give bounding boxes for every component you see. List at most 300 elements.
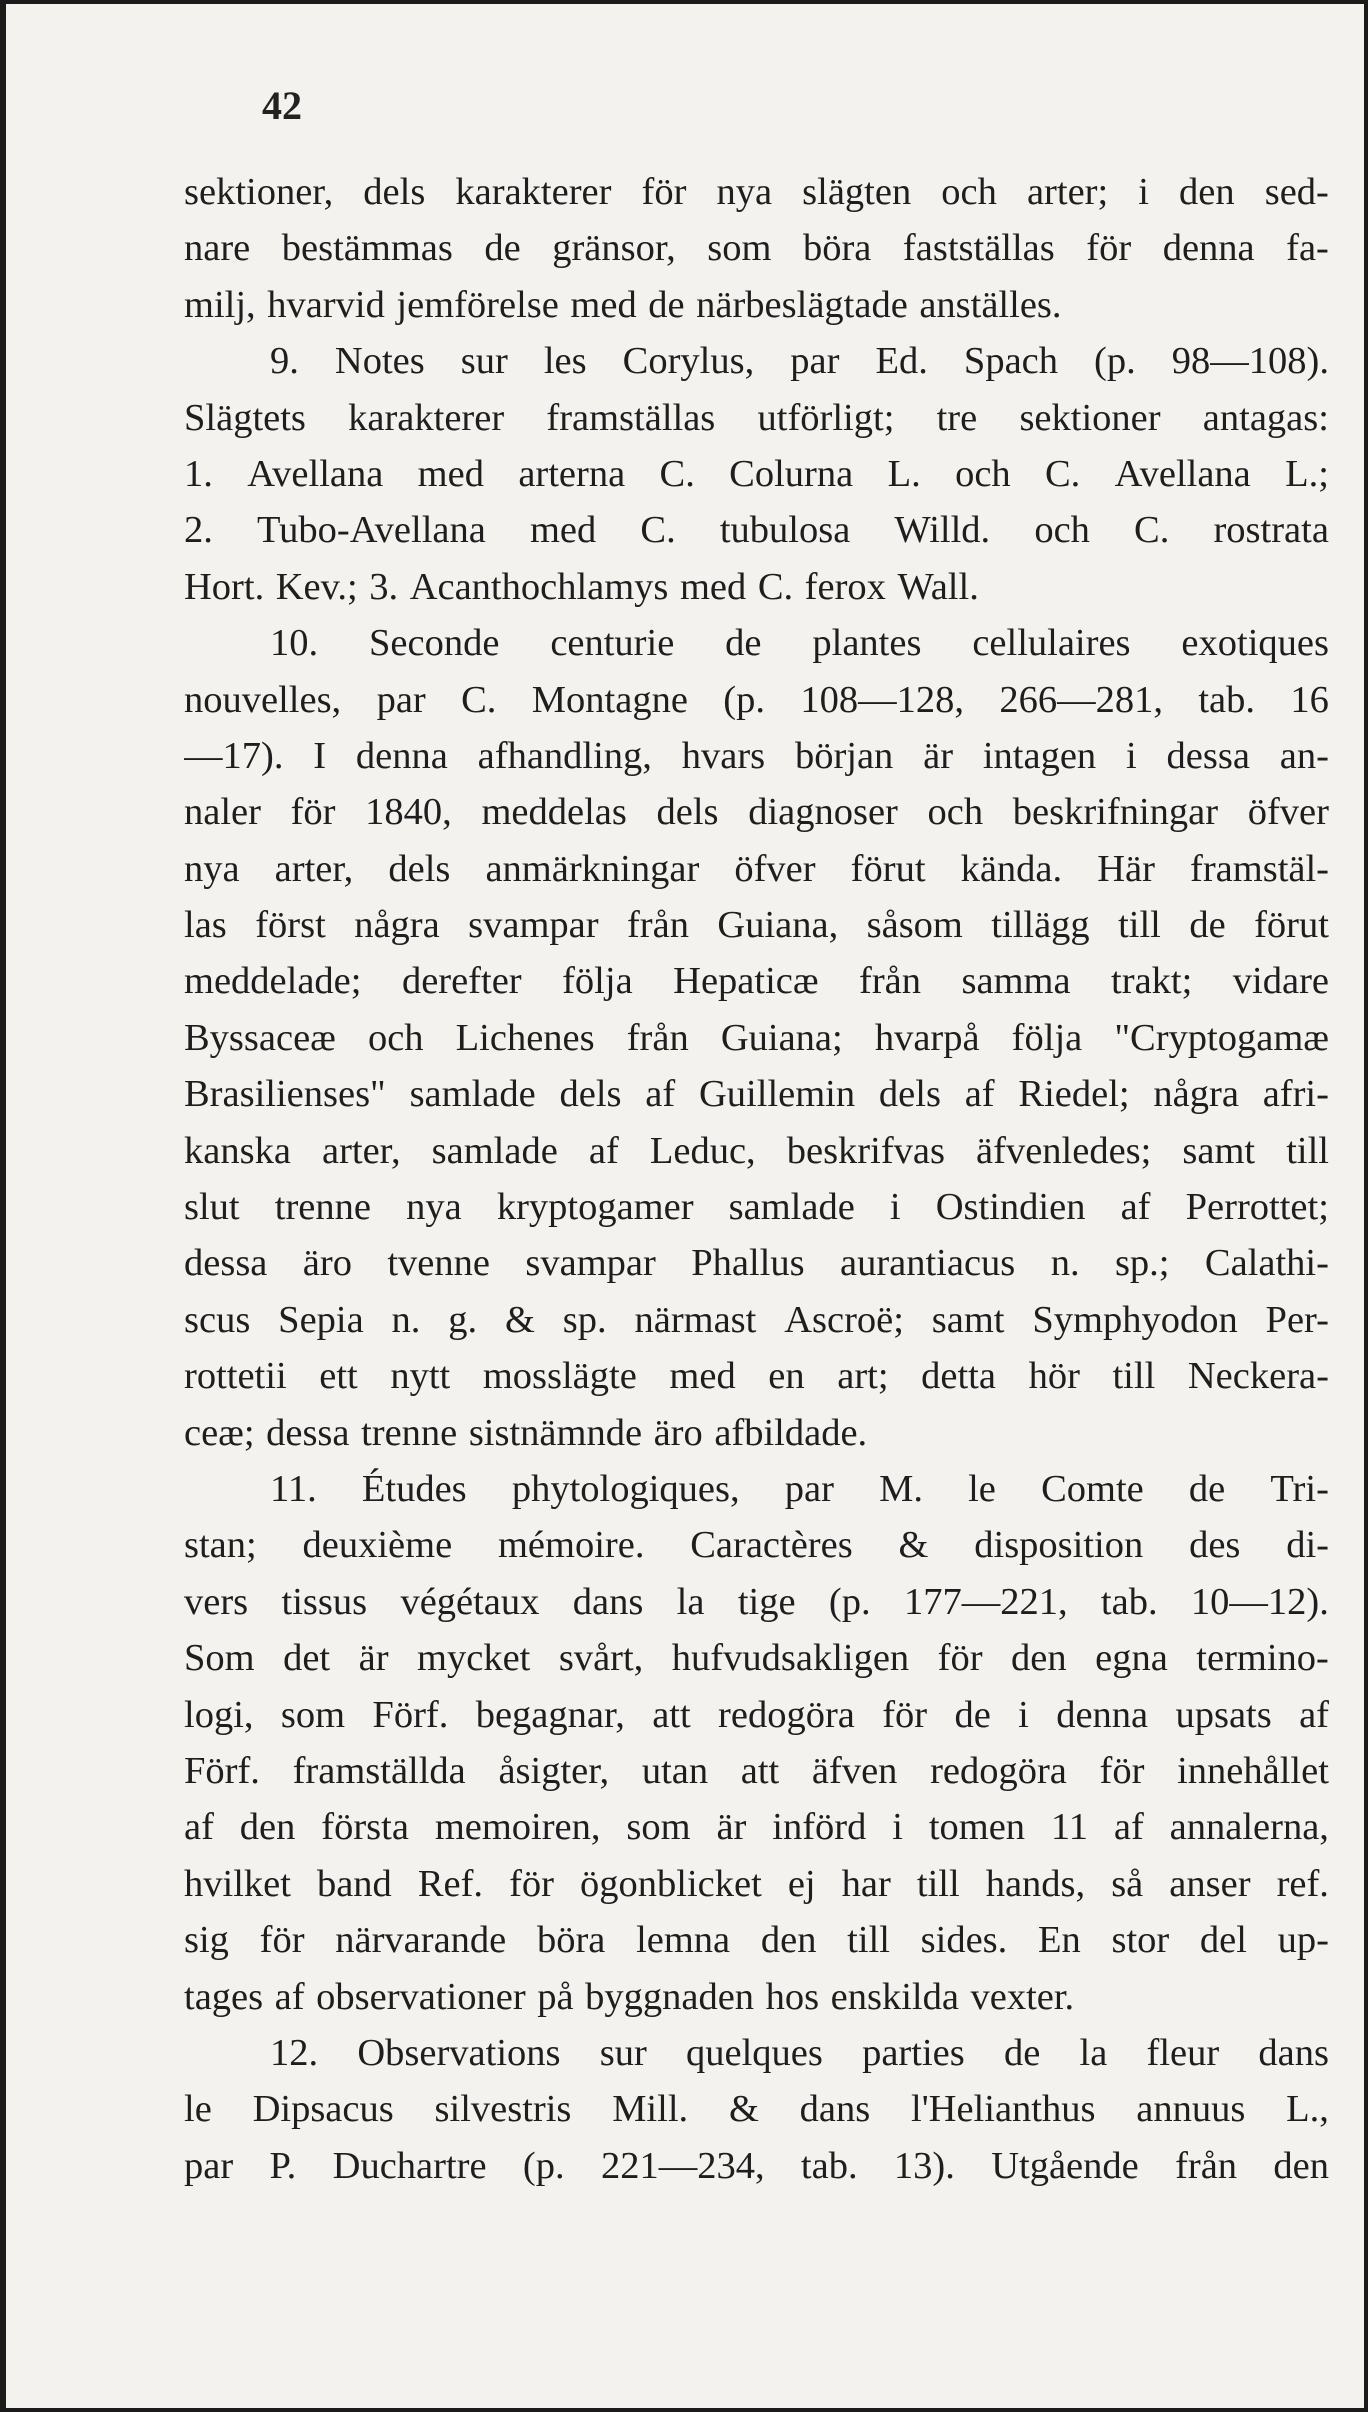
word: af: [1299, 1693, 1329, 1736]
word: af: [1113, 1806, 1144, 1849]
word: vidare: [1232, 960, 1329, 1003]
word: milj,: [184, 283, 256, 326]
word: följa: [562, 960, 633, 1003]
word: för: [509, 1862, 554, 1905]
word: dels: [559, 1073, 622, 1116]
word: Perrottet;: [1185, 1186, 1329, 1229]
word: upsats: [1175, 1693, 1272, 1736]
word: sp.: [562, 1298, 607, 1341]
text-line: [184, 1743, 1329, 1799]
word: för: [1099, 1749, 1145, 1792]
word: för: [290, 791, 336, 834]
word: arterna: [518, 452, 626, 495]
word: Acanthochlamys: [409, 565, 669, 608]
text-line: [184, 1912, 1329, 1968]
word: till: [1286, 1129, 1329, 1172]
word: kryptogamer: [496, 1186, 694, 1229]
word: de: [1003, 2031, 1041, 2074]
word: anser: [1169, 1862, 1251, 1905]
word: 16: [1290, 678, 1329, 721]
word: tages: [184, 1975, 264, 2018]
word: hufvudsakligen: [671, 1637, 910, 1680]
word: (p.: [828, 1580, 871, 1623]
text-line: [184, 2138, 1329, 2194]
word: från: [1175, 2144, 1238, 2187]
word: början: [794, 734, 894, 777]
word: införd: [772, 1806, 867, 1849]
word: beskrifningar: [1012, 791, 1219, 834]
word: las: [184, 904, 227, 947]
word: med: [417, 452, 484, 495]
page-number: 42: [262, 83, 302, 128]
word: 177—221,: [903, 1580, 1068, 1623]
word: Tubo-Avellana: [257, 509, 486, 552]
word: samlade: [431, 1129, 558, 1172]
word: 3.: [369, 565, 399, 608]
word: &: [898, 1524, 929, 1567]
word: deuxième: [302, 1524, 453, 1567]
word: arter,: [274, 847, 354, 890]
word: nare: [184, 227, 251, 270]
word: framställas: [546, 396, 716, 439]
word: innehållet: [1177, 1749, 1329, 1792]
word: den: [1273, 2144, 1329, 2187]
word: böra: [802, 227, 872, 270]
word: Avellana: [247, 452, 384, 495]
word: Tri-: [1270, 1467, 1329, 1510]
word: sp.;: [1114, 1242, 1170, 1285]
word: Corylus,: [622, 340, 755, 383]
word: Ref.: [417, 1862, 484, 1905]
word: Byssaceæ: [184, 1016, 336, 1059]
word: del: [1199, 1919, 1247, 1962]
text-line: [184, 1461, 1329, 1517]
word: C.: [659, 452, 695, 495]
word: för: [1086, 227, 1132, 270]
word: till: [847, 1919, 890, 1962]
text-line: [184, 1066, 1329, 1122]
word: Ostindien: [935, 1186, 1086, 1229]
word: hvarvid: [267, 283, 385, 326]
text-line: [184, 1405, 1329, 1461]
word: den: [1179, 171, 1235, 213]
word: termino-: [1196, 1637, 1329, 1680]
book-page: [6, 4, 1364, 2408]
word: 1.: [184, 452, 213, 495]
word: svampar: [468, 904, 599, 947]
word: och: [927, 791, 984, 834]
word: tillägg: [991, 904, 1090, 947]
word: 98—108).: [1171, 340, 1329, 383]
word: Som: [184, 1637, 255, 1680]
word: phytologiques,: [511, 1467, 740, 1510]
word: har: [841, 1862, 891, 1905]
word: hvars: [681, 734, 766, 777]
word: de: [648, 283, 685, 326]
word: i: [889, 1186, 901, 1229]
text-line: [184, 390, 1329, 446]
word: nouvelles,: [184, 678, 342, 721]
word: Leduc,: [649, 1129, 756, 1172]
word: art;: [837, 1355, 889, 1398]
word: i: [1138, 171, 1149, 213]
word: tubulosa: [719, 509, 851, 552]
word: L.: [887, 452, 921, 495]
word: sig: [184, 1919, 229, 1962]
word: des: [1189, 1524, 1241, 1567]
word: och: [367, 1016, 424, 1059]
word: Guillemin: [699, 1073, 856, 1116]
word: lemna: [636, 1919, 731, 1962]
word: såsom: [866, 904, 963, 947]
word: svampar: [525, 1242, 656, 1285]
word: hos: [765, 1975, 820, 2018]
word: C.: [1045, 452, 1081, 495]
word: Symphyodon: [1032, 1298, 1238, 1341]
word: ett: [319, 1355, 358, 1398]
word: till: [1112, 1355, 1156, 1398]
text-line: [184, 1348, 1329, 1404]
word: 108—128,: [800, 678, 964, 721]
word: anmärkningar: [485, 847, 700, 890]
text-line: [184, 1969, 1329, 2025]
text-line: [184, 728, 1329, 784]
word: nya: [716, 171, 773, 213]
word: dels: [878, 1073, 941, 1116]
word: naler: [184, 791, 261, 834]
text-line: [184, 164, 1329, 220]
word: les: [543, 340, 587, 383]
word: g.: [448, 1298, 478, 1341]
word: från: [626, 904, 689, 947]
text-line: [184, 1856, 1329, 1912]
word: kända.: [960, 847, 1063, 890]
word: vers: [184, 1580, 249, 1623]
word: framställda: [292, 1749, 466, 1792]
word: tre: [936, 396, 978, 439]
word: n.: [1050, 1242, 1080, 1285]
text-line: [184, 615, 1329, 671]
word: sistnämnde: [468, 1411, 643, 1454]
word: karakterer: [348, 396, 505, 439]
word: närmast: [634, 1298, 757, 1341]
word: P.: [269, 2144, 297, 2187]
word: närbeslägtade: [696, 283, 908, 326]
word: silvestris: [434, 2088, 572, 2131]
word: slut: [184, 1186, 240, 1229]
word: Ed.: [875, 340, 928, 383]
word: tomen: [928, 1806, 1026, 1849]
text-line: [184, 1687, 1329, 1743]
word: Riedel;: [1018, 1073, 1130, 1116]
word: af: [274, 1975, 305, 2018]
word: den: [760, 1919, 817, 1962]
word: arter,: [321, 1129, 401, 1172]
text-line: [184, 1574, 1329, 1630]
word: par: [790, 340, 840, 383]
word: böra: [536, 1919, 606, 1962]
word: aurantiacus: [839, 1242, 1016, 1285]
word: bestämmas: [281, 227, 453, 270]
word: kanska: [184, 1129, 291, 1172]
word: är: [358, 1637, 389, 1680]
text-line: [184, 1235, 1329, 1291]
text-line: [184, 953, 1329, 1009]
text-body: [184, 164, 1329, 2194]
word: Observations: [357, 2031, 561, 2074]
word: äfvenledes;: [976, 1129, 1152, 1172]
word: Guiana;: [720, 1016, 843, 1059]
word: I: [313, 734, 327, 777]
text-line: [184, 2081, 1329, 2137]
word: som: [280, 1693, 346, 1736]
word: svårt,: [558, 1637, 644, 1680]
text-line: [184, 333, 1329, 389]
word: en: [768, 1355, 805, 1398]
word: vexter.: [970, 1975, 1075, 2018]
word: par: [184, 2144, 234, 2187]
word: för: [641, 171, 687, 213]
word: dans: [799, 2088, 871, 2131]
word: tige: [737, 1580, 796, 1623]
word: le: [184, 2088, 212, 2131]
word: nya: [184, 847, 240, 890]
word: M.: [879, 1467, 923, 1510]
word: L.,: [1286, 2088, 1329, 2131]
word: observationer: [316, 1975, 526, 2018]
word: l'Helianthus: [911, 2088, 1096, 2131]
word: för: [259, 1919, 305, 1962]
word: först: [255, 904, 326, 947]
word: L.;: [1285, 452, 1329, 495]
word: af: [588, 1129, 619, 1172]
word: arter;: [1026, 171, 1109, 213]
word: nya: [406, 1186, 462, 1229]
word: denna: [355, 734, 448, 777]
word: C.: [757, 565, 794, 608]
word: första: [321, 1806, 409, 1849]
word: centurie: [550, 622, 675, 665]
word: Phallus: [691, 1242, 805, 1285]
word: En: [1037, 1919, 1081, 1962]
word: ej: [787, 1862, 816, 1905]
word: Comte: [1041, 1467, 1144, 1510]
word: de: [484, 227, 521, 270]
word: slägten: [802, 171, 912, 213]
word: trenne: [274, 1186, 371, 1229]
word: några: [354, 904, 440, 947]
word: denna: [1162, 227, 1255, 270]
word: med: [679, 565, 747, 608]
word: med: [529, 509, 597, 552]
word: Spach: [963, 340, 1058, 383]
word: sed-: [1264, 171, 1329, 213]
word: 221—234,: [600, 2144, 765, 2187]
word: ferox: [804, 565, 886, 608]
word: le: [968, 1467, 996, 1510]
word: Sepia: [278, 1298, 364, 1341]
word: (p.: [1094, 340, 1136, 383]
text-line: [184, 897, 1329, 953]
word: äfven: [811, 1749, 898, 1792]
word: antagas:: [1202, 396, 1329, 439]
word: öfver: [1247, 791, 1329, 834]
word: enskilda: [830, 1975, 959, 2018]
word: —17).: [184, 734, 284, 777]
word: trakt;: [1111, 960, 1193, 1003]
word: Caractères: [690, 1524, 853, 1567]
word: di-: [1286, 1524, 1329, 1567]
word: Calathi-: [1204, 1242, 1329, 1285]
word: på: [537, 1975, 574, 2018]
word: par: [376, 678, 426, 721]
word: med: [570, 283, 637, 326]
word: 10.: [270, 622, 319, 665]
word: de: [954, 1693, 991, 1736]
word: från: [859, 960, 922, 1003]
word: tab.: [1198, 678, 1256, 721]
word: Montagne: [531, 678, 688, 721]
word: la: [1079, 2031, 1108, 2074]
word: tab.: [800, 2144, 858, 2187]
word: detta: [921, 1355, 996, 1398]
word: den: [239, 1806, 296, 1849]
text-line: [184, 1292, 1329, 1348]
word: i: [892, 1806, 903, 1849]
word: följa: [1011, 1016, 1083, 1059]
text-line: [184, 1179, 1329, 1235]
word: Duchartre: [332, 2144, 487, 2187]
text-line: [184, 446, 1329, 502]
word: sektioner: [1019, 396, 1161, 439]
text-line: [184, 1630, 1329, 1686]
text-line: [184, 1517, 1329, 1573]
word: cellulaires: [972, 622, 1131, 665]
word: och: [941, 171, 997, 213]
word: egna: [1095, 1637, 1168, 1680]
word: Neckera-: [1187, 1355, 1329, 1398]
word: mémoire.: [497, 1524, 645, 1567]
text-line: [184, 277, 1329, 333]
text-line: [184, 672, 1329, 728]
word: gränsor,: [552, 227, 676, 270]
word: de: [1189, 904, 1226, 947]
word: 1840,: [365, 791, 452, 834]
word: dans: [572, 1580, 644, 1623]
word: 266—281,: [999, 678, 1163, 721]
word: dessa: [184, 1242, 268, 1285]
word: begagnar,: [475, 1693, 625, 1736]
word: Här: [1097, 847, 1155, 890]
word: de: [725, 622, 762, 665]
text-line: [184, 220, 1329, 276]
word: fastställas: [902, 227, 1055, 270]
word: Avellana: [1114, 452, 1251, 495]
word: det: [283, 1637, 331, 1680]
word: till: [1118, 904, 1161, 947]
word: &: [728, 2088, 759, 2131]
word: Wall.: [897, 565, 979, 608]
word: intagen: [982, 734, 1097, 777]
word: stor: [1111, 1919, 1170, 1962]
word: afbildade.: [714, 1411, 868, 1454]
word: några: [1153, 1073, 1239, 1116]
word: parties: [862, 2031, 965, 2074]
word: af: [964, 1073, 995, 1116]
word: Utgående: [991, 2144, 1139, 2187]
word: är: [923, 734, 954, 777]
word: scus: [184, 1298, 251, 1341]
word: exotiques: [1181, 622, 1329, 665]
word: Notes: [334, 340, 425, 383]
word: hands,: [985, 1862, 1086, 1905]
word: meddelade;: [184, 960, 362, 1003]
word: hvilket: [184, 1862, 291, 1905]
word: C.: [1134, 509, 1170, 552]
word: sektioner,: [184, 171, 334, 213]
word: plantes: [812, 622, 922, 665]
word: mycket: [417, 1637, 531, 1680]
word: förut: [1254, 904, 1329, 947]
word: trenne: [361, 1411, 458, 1454]
word: Ascroë;: [784, 1298, 904, 1341]
word: C.: [461, 678, 497, 721]
word: utförligt;: [757, 396, 895, 439]
word: Seconde: [369, 622, 500, 665]
word: dans: [1258, 2031, 1329, 2074]
word: dels: [388, 847, 451, 890]
word: af: [1120, 1186, 1151, 1229]
text-line: [184, 502, 1329, 558]
word: tab.: [1100, 1580, 1158, 1623]
word: afri-: [1262, 1073, 1329, 1116]
word: nytt: [390, 1355, 451, 1398]
word: sur: [599, 2031, 647, 2074]
word: tvenne: [387, 1242, 490, 1285]
word: Slägtets: [184, 396, 306, 439]
word: ögonblicket: [580, 1862, 762, 1905]
word: för: [882, 1693, 928, 1736]
word: att: [740, 1749, 780, 1792]
word: C.: [640, 509, 676, 552]
word: 11.: [270, 1467, 317, 1510]
word: samlade: [728, 1186, 855, 1229]
text-line: [184, 559, 1329, 615]
word: afhandling,: [477, 734, 652, 777]
word: i: [1018, 1693, 1029, 1736]
word: förut: [850, 847, 926, 890]
word: i: [1126, 734, 1137, 777]
word: är: [716, 1806, 747, 1849]
word: hör: [1028, 1355, 1080, 1398]
word: öfver: [734, 847, 816, 890]
word: disposition: [974, 1524, 1144, 1567]
word: Hepaticæ: [673, 960, 819, 1003]
word: samt: [1182, 1129, 1256, 1172]
word: så: [1111, 1862, 1144, 1905]
word: par: [784, 1467, 834, 1510]
word: rostrata: [1213, 509, 1329, 552]
word: dels: [656, 791, 719, 834]
word: memoiren,: [434, 1806, 601, 1849]
word: végétaux: [400, 1580, 540, 1623]
word: sur: [460, 340, 508, 383]
word: fa-: [1286, 227, 1329, 270]
word: ceæ;: [184, 1411, 255, 1454]
word: 10—12).: [1190, 1580, 1329, 1623]
word: från: [626, 1016, 689, 1059]
word: samlade: [409, 1073, 536, 1116]
